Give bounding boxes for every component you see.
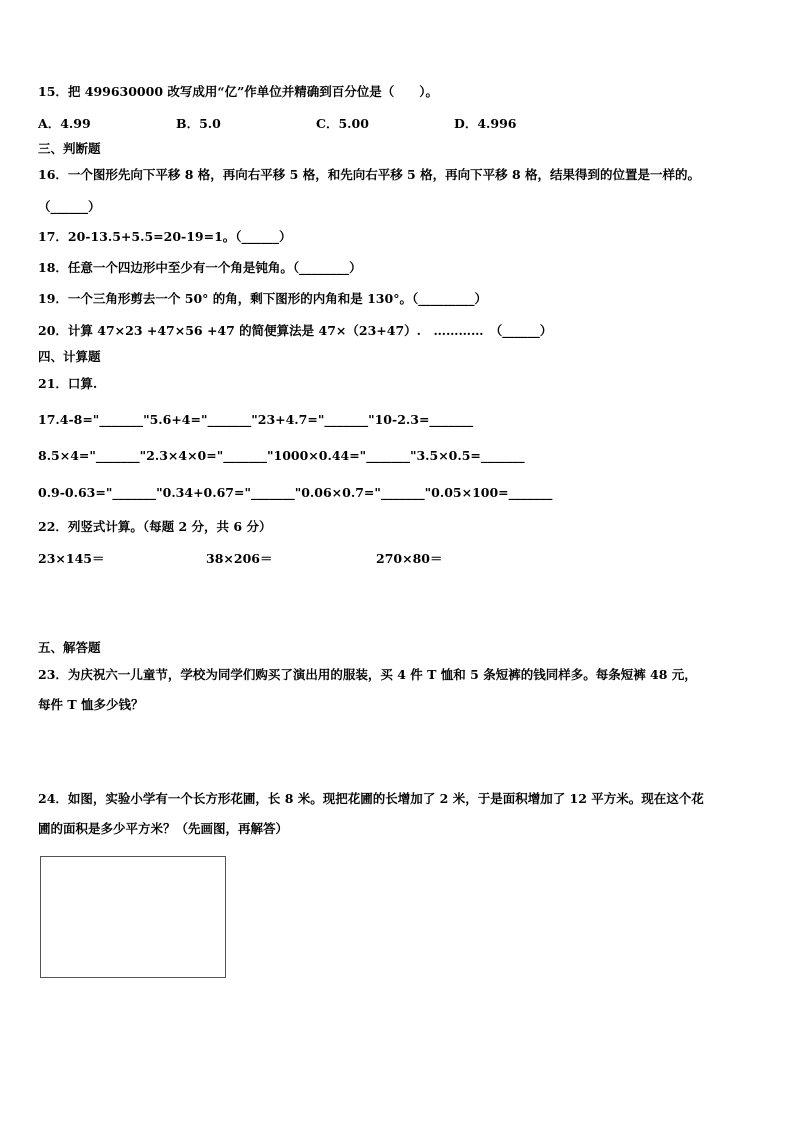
q18: 18．任意一个四边形中至少有一个角是钝角。（________） [38, 260, 362, 275]
section-3-heading: 三、判断题 [38, 141, 101, 156]
q21-row-2: 8.5×4="_______"2.3×4×0="_______"1000×0.44="_______"3.5×0.5=_______ [38, 448, 525, 463]
section-5-heading: 五、解答题 [38, 640, 101, 655]
q15-option-d: D．4.996 [454, 116, 517, 131]
q16-line2: （______） [38, 199, 101, 214]
q16-line1: 16．一个图形先向下平移 8 格，再向右平移 5 格，和先向右平移 5 格，再向下平移 8 格，结果得到的位置是一样的。 [38, 167, 701, 182]
q22-item-2: 38×206＝ [206, 551, 273, 566]
q22-item-3: 270×80＝ [376, 551, 443, 566]
section-4-heading: 四、计算题 [38, 349, 101, 364]
q24-line1: 24．如图，实验小学有一个长方形花圃，长 8 米。现把花圃的长增加了 2 米，于是面积增加了 12 平方米。现在这个花 [38, 791, 704, 806]
q20: 20．计算 47×23 +47×56 +47 的简便算法是 47×（23+47）. ………… （______） [38, 323, 553, 338]
q15-option-c: C．5.00 [316, 116, 369, 131]
q15-stem: 15．把 499630000 改写成用“亿”作单位并精确到百分位是（ ）。 [38, 84, 439, 99]
q23-line1: 23．为庆祝六一儿童节，学校为同学们购买了演出用的服装，买 4 件 T 恤和 5 条短裤的钱同样多。每条短裤 48 元， [38, 667, 697, 682]
drawing-box [40, 856, 226, 978]
q22-title: 22．列竖式计算。（每题 2 分，共 6 分） [38, 519, 272, 534]
q15-option-a: A．4.99 [38, 116, 91, 131]
q21-row-1: 17.4-8="_______"5.6+4="_______"23+4.7="_______"10-2.3=_______ [38, 412, 474, 427]
q19: 19．一个三角形剪去一个 50° 的角，剩下图形的内角和是 130°。（_________） [38, 291, 487, 306]
q17: 17．20-13.5+5.5=20-19=1。（______） [38, 229, 292, 244]
q21-row-3: 0.9-0.63="_______"0.34+0.67="_______"0.06×0.7="_______"0.05×100=_______ [38, 485, 553, 500]
q21-title: 21．口算. [38, 376, 98, 391]
q15-option-b: B．5.0 [176, 116, 221, 131]
q22-item-1: 23×145＝ [38, 551, 105, 566]
q23-line2: 每件 T 恤多少钱？ [38, 697, 144, 712]
q24-line2: 圃的面积是多少平方米？（先画图，再解答） [38, 821, 289, 836]
